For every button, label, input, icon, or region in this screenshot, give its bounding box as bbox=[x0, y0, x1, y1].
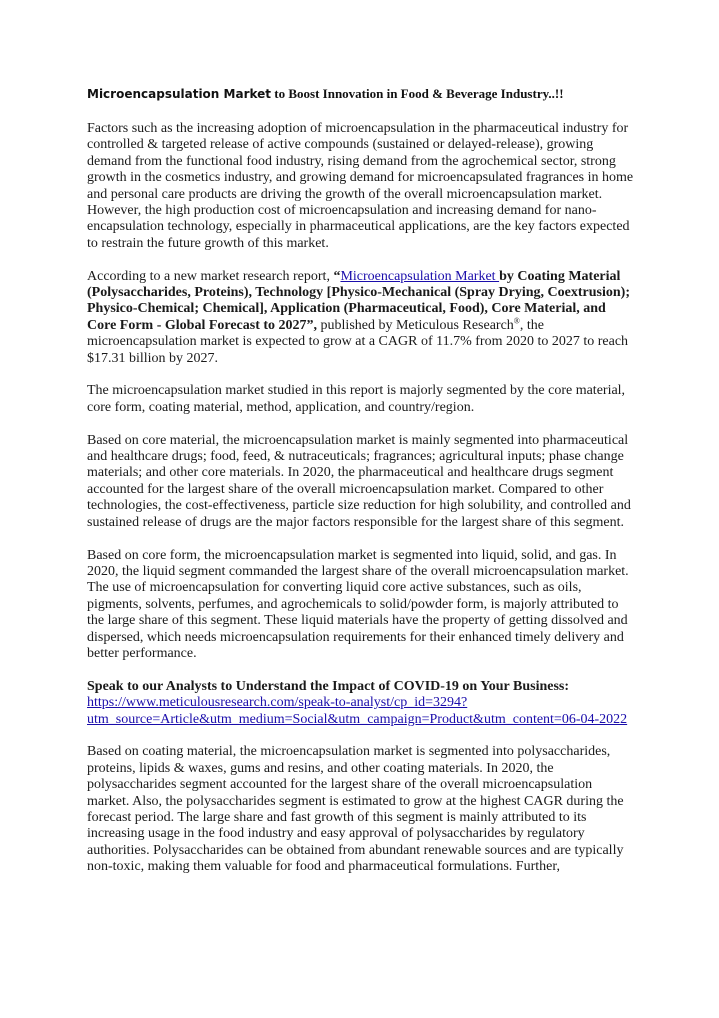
analyst-cta-bold: Speak to our Analysts to Understand the Impact of COVID-19 on Your Business: bbox=[87, 678, 570, 694]
paragraph-3: The microencapsulation market studied in this report is majorly segmented by the core material, core form, coating material, method, application, and country/region. bbox=[87, 383, 626, 415]
p2-tail: , the microencapsulation market is expected to grow at a CAGR of 11.7% from 2020 to 2027 to reach $17.31 billion by 2027. bbox=[87, 317, 629, 366]
paragraph-7: Based on coating material, the microencapsulation market is segmented into polysaccharides, proteins, lipids & waxes, gums and resins, and other coating materials. In 2020, the polysaccharides segment accounted for the largest share of the overall microencapsulation market. Also, the polysaccharides segment is estimated to grow at the highest CAGR during the forecast period. The large share and fast growth of this segment is mainly attributed to its increasing usage in the food industry and easy approval of polysaccharides by regulatory authorities. Polysaccharides can be obtained from abundant renewable sources and are typically non-toxic, making them valuable for food and pharmaceutical formulations. Further, bbox=[87, 744, 624, 875]
report-link[interactable]: Microencapsulation Market bbox=[340, 268, 500, 284]
analyst-link[interactable]: https://www.meticulousresearch.com/speak-to-analyst/cp_id=3294?utm_source=Article&utm_medium=Social&utm_campaign=Product&utm_content=06-04-2022 bbox=[87, 695, 628, 727]
p2-intro: According to a new market research report, bbox=[87, 268, 334, 284]
p2-publisher: published by Meticulous Research bbox=[317, 317, 514, 333]
paragraph-1: Factors such as the increasing adoption of microencapsulation in the pharmaceutical industry for controlled & targeted release of active compounds (sustained or delayed-release), growing demand from the functional food industry, rising demand from the agrochemical sector, strong growth in the cosmetics industry, and growing demand for microencapsulated fragrances in home and personal care products are driving the growth of the overall microencapsulation market. However, the high production cost of microencapsulation and increasing demand for nano-encapsulation technology, especially in pharmaceutical applications, are the key factors expected to restrain the future growth of this market. bbox=[87, 121, 634, 251]
title-part-1: Microencapsulation Market bbox=[87, 87, 272, 101]
paragraph-6 bbox=[87, 679, 635, 728]
article-body bbox=[87, 86, 635, 892]
paragraph-5: Based on core form, the microencapsulation market is segmented into liquid, solid, and gas. In 2020, the liquid segment commanded the largest share of the overall microencapsulation market. The use of microencapsulation for converting liquid core active substances, such as oils, pigments, solvents, perfumes, and agrochemicals to solid/powder form, is majorly attributed to the large share of this segment. These liquid materials have the property of getting dissolved and dispersed, which needs microencapsulation requirements for their enhanced timely delivery and better performance. bbox=[87, 547, 629, 661]
p2-quote-open: “ bbox=[333, 268, 341, 284]
title-part-2: to Boost Innovation in Food & Beverage Industry..!! bbox=[271, 86, 564, 101]
paragraph-4: Based on core material, the microencapsulation market is mainly segmented into pharmaceutical and healthcare drugs; food, feed, & nutraceuticals; fragrances; agricultural inputs; phase change materials; and other core materials. In 2020, the pharmaceutical and healthcare drugs segment accounted for the largest share of the overall microencapsulation market. Compared to other technologies, the cost-effectiveness, particle size reduction for high solubility, and controlled and sustained release of drugs are the major factors responsible for the largest share of this segment. bbox=[87, 432, 631, 530]
report-title-bold: by Coating Material (Polysaccharides, Proteins), Technology [Physico-Mechanical (Spray Drying, Coextrusion); Physico-Chemical; Chemical], Application (Pharmaceutical, Food), Core Material, and Core Form - Global Forecast to 2027”, bbox=[87, 268, 630, 333]
article-title bbox=[87, 86, 635, 102]
paragraph-2 bbox=[87, 269, 635, 367]
registered-mark: ® bbox=[513, 316, 520, 326]
